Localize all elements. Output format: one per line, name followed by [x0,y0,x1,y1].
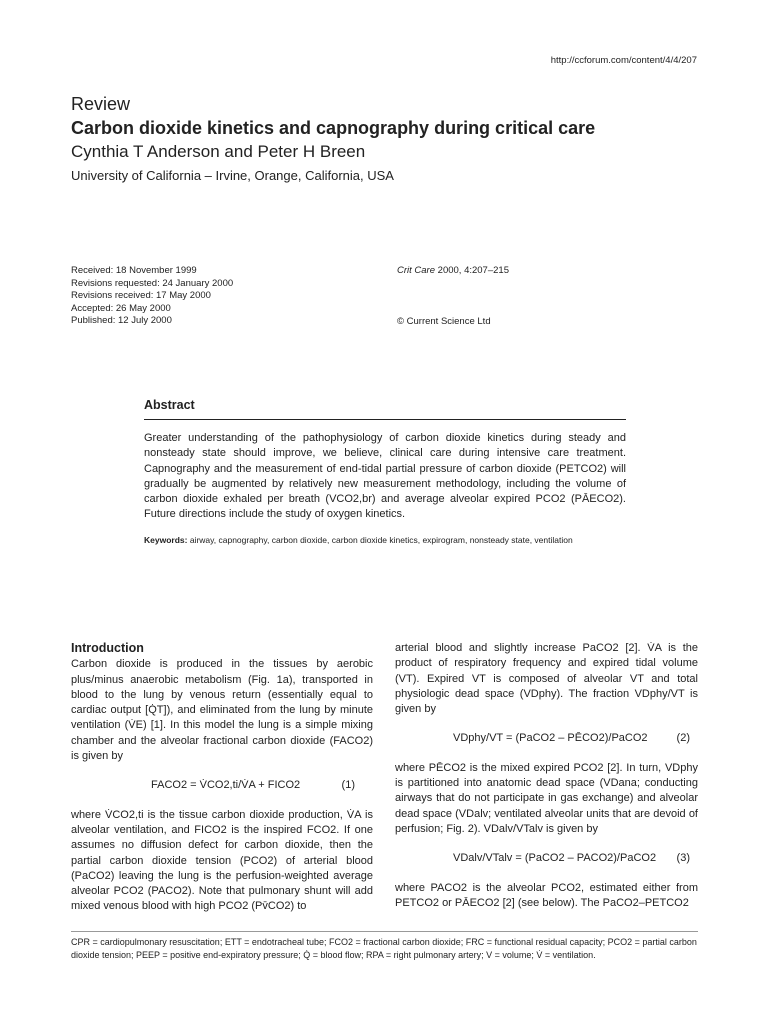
equation-1-text: FACO2 = V̇CO2,ti/V̇A + FICO2 [151,779,301,792]
equation-3-number: (3) [676,852,690,865]
affiliation: University of California – Irvine, Orange, California, USA [71,168,394,183]
equation-3 [395,851,698,866]
copyright: © Current Science Ltd [397,316,491,327]
left-column [71,641,373,915]
body-paragraph: where PĒCO2 is the mixed expired PCO2 [2]. In turn, VDphy is partitioned into anatomic dead space (VDana; conducting airways that do not participate in gas exchange) and alveolar dead space (VDalv; ventilated alveolar units that are devoid of perfusion; Fig. 2). VDalv/VTalv is given by [395,761,698,835]
keywords-list: airway, capnography, carbon dioxide, carbon dioxide kinetics, expirogram, nonsteady state, ventilation [187,535,573,545]
right-column [395,641,698,911]
body-paragraph: Carbon dioxide is produced in the tissues by aerobic plus/minus anaerobic metabolism (Fig. 1a), transported in blood to the lung by venous return (essentially equal to cardiac output [Q̇T]), and eliminated from the lung by minute ventilation (V̇E) [1]. In this model the lung is a simple mixing chamber and the alveolar fractional carbon dioxide (FACO2) is given by [71,658,373,763]
equation-1 [71,778,373,793]
footnote-rule [71,931,698,932]
abstract-heading: Abstract [144,398,195,412]
date-published: Published: 12 July 2000 [71,315,172,327]
equation-1-number: (1) [341,779,355,792]
article-title: Carbon dioxide kinetics and capnography during critical care [71,118,596,138]
keywords-label: Keywords: [144,535,188,545]
date-received: Received: 18 November 1999 [71,265,197,276]
journal-name: Crit Care [397,265,436,276]
keywords [144,535,626,545]
body-paragraph: where PACO2 is the alveolar PCO2, estimated either from PETCO2 or PĀECO2 [2] (see below). The PaCO2–PETCO2 [395,881,698,909]
body-paragraph: arterial blood and slightly increase PaCO2 [2]. V̇A is the product of respiratory frequency and expired tidal volume (VT). Expired VT is composed of alveolar VT and total physiologic dead space (VDphy). The fraction VDphy/VT is given by [395,642,698,716]
equation-3-text: VDalv/VTalv = (PaCO2 – PACO2)/PaCO2 [453,852,657,865]
abstract-text: Greater understanding of the pathophysiology of carbon dioxide kinetics during steady and nonsteady state should improve, we believe, clinical care during intensive care treatment. Capnography and the measurement of end-tidal partial pressure of carbon dioxide (PETCO2) will gradually be augmented by relatively new measurement methodology, including the volume of carbon dioxide exhaled per breath (VCO2,br) and average alveolar expired PCO2 (PĀECO2). Future directions include the study of oxygen kinetics. [144,432,626,521]
abbreviations-footnote: CPR = cardiopulmonary resuscitation; ETT = endotracheal tube; FCO2 = fractional carbon dioxide; FRC = functional residual capacity; PCO2 = partial carbon dioxide tension; PEEP = positive end-expiratory pressure; Q̇ = blood flow; RPA = right pulmonary artery; V = volume; V̇ = ventilation. [71,937,697,960]
equation-2-text: VDphy/VT = (PaCO2 – PĒCO2)/PaCO2 [453,732,648,745]
abstract-rule [144,419,626,420]
body-paragraph: where V̇CO2,ti is the tissue carbon dioxide production, V̇A is alveolar ventilation, and FICO2 is the inspired FCO2. If one assumes no diffusion defect for carbon dioxide, then the partial carbon dioxide tension (PCO2) of arterial blood (PaCO2) leaving the lung is the perfusion-weighted average alveolar PCO2 (PACO2). Note that pulmonary shunt will add mixed venous blood with high PCO2 (Pv̄CO2) to [71,808,373,913]
date-revisions-received: Revisions received: 17 May 2000 [71,290,211,302]
authors: Cynthia T Anderson and Peter H Breen [71,142,366,161]
publication-dates [71,265,233,328]
date-accepted: Accepted: 26 May 2000 [71,302,171,314]
article-url[interactable]: http://ccforum.com/content/4/4/207 [550,55,697,66]
introduction-heading: Introduction [71,641,144,655]
equation-2-number: (2) [676,732,690,745]
section-label: Review [71,94,131,114]
equation-2 [395,731,698,746]
date-revisions-requested: Revisions requested: 24 January 2000 [71,277,234,289]
citation [397,265,509,276]
citation-ref: 2000, 4:207–215 [435,265,509,276]
